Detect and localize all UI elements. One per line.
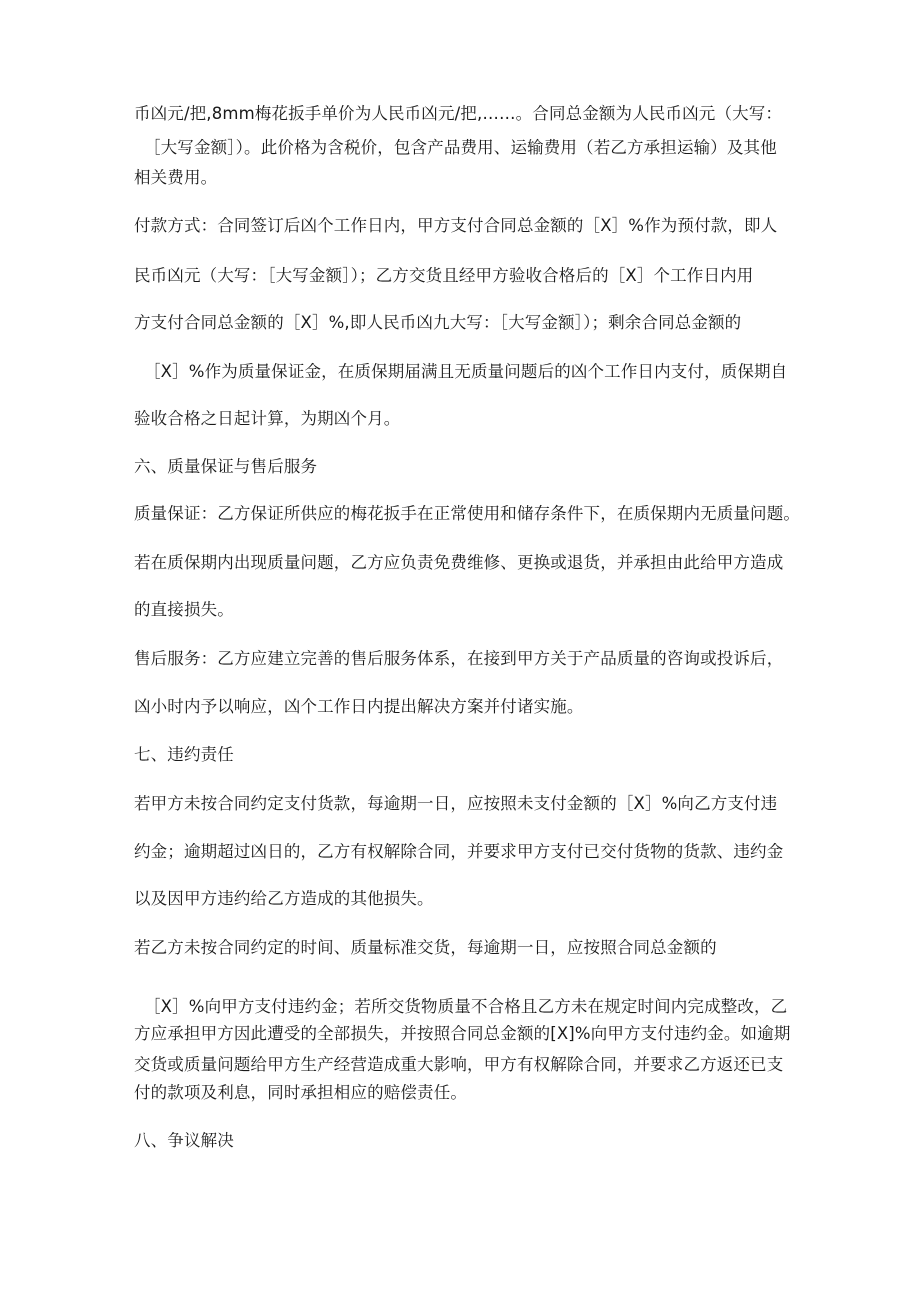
text-line: 方支付合同总金额的［X］%,即人民币凶九大写：［大写金额］）；剩余合同总金额的 (134, 313, 742, 332)
text-line: 币凶元/把,8mm梅花扳手单价为人民币凶元/把,……。合同总金额为人民币凶元（大写： (134, 104, 783, 123)
text-line: 付款方式：合同签订后凶个工作日内，甲方支付合同总金额的［X］%作为预付款，即人 (134, 216, 778, 235)
text-line: 售后服务：乙方应建立完善的售后服务体系，在接到甲方关于产品质量的咨询或投诉后， (134, 649, 784, 668)
section-heading: 六、质量保证与售后服务 (134, 457, 318, 476)
text-line: 民币凶元（大写：［大写金额］）；乙方交货且经甲方验收合格后的［X］个工作日内用 (134, 266, 754, 285)
text-line: 以及因甲方违约给乙方造成的其他损失。 (134, 889, 434, 908)
text-line: 付的款项及利息，同时承担相应的赔偿责任。 (134, 1083, 467, 1102)
text-line: 凶小时内予以响应，凶个工作日内提出解决方案并付诸实施。 (134, 697, 584, 716)
text-line: 验收合格之日起计算，为期凶个月。 (134, 409, 401, 428)
text-line: 若甲方未按合同约定支付货款，每逾期一日，应按照未支付金额的［X］%向乙方支付违 (134, 794, 778, 813)
section-heading: 八、争议解决 (134, 1131, 234, 1150)
section-heading: 七、违约责任 (134, 745, 234, 764)
text-line: ［X］%作为质量保证金，在质保期届满且无质量问题后的凶个工作日内支付，质保期自 (144, 362, 788, 381)
text-line: 若乙方未按合同约定的时间、质量标准交货，每逾期一日，应按照合同总金额的 (134, 938, 717, 957)
text-line: 方应承担甲方因此遭受的全部损失，并按照合同总金额的[X]%向甲方支付违约金。如逾期 (134, 1024, 791, 1043)
text-line: ［X］%向甲方支付违约金；若所交货物质量不合格且乙方未在规定时间内完成整改，乙 (144, 997, 788, 1016)
text-line: 约金；逾期超过凶日的，乙方有权解除合同，并要求甲方支付已交付货物的货款、违约金 (134, 842, 784, 861)
text-line: 若在质保期内出现质量问题，乙方应负责免费维修、更换或退货，并承担由此给甲方造成 (134, 553, 784, 572)
text-line: 的直接损失。 (134, 600, 234, 619)
text-line: 相关费用。 (134, 168, 218, 187)
text-line: ［大写金额］）。此价格为含税价，包含产品费用、运输费用（若乙方承担运输）及其他 (144, 138, 777, 157)
text-line: 质量保证：乙方保证所供应的梅花扳手在正常使用和储存条件下，在质保期内无质量问题。 (134, 504, 800, 523)
text-line: 交货或质量问题给甲方生产经营造成重大影响，甲方有权解除合同，并要求乙方返还已支 (134, 1055, 784, 1074)
